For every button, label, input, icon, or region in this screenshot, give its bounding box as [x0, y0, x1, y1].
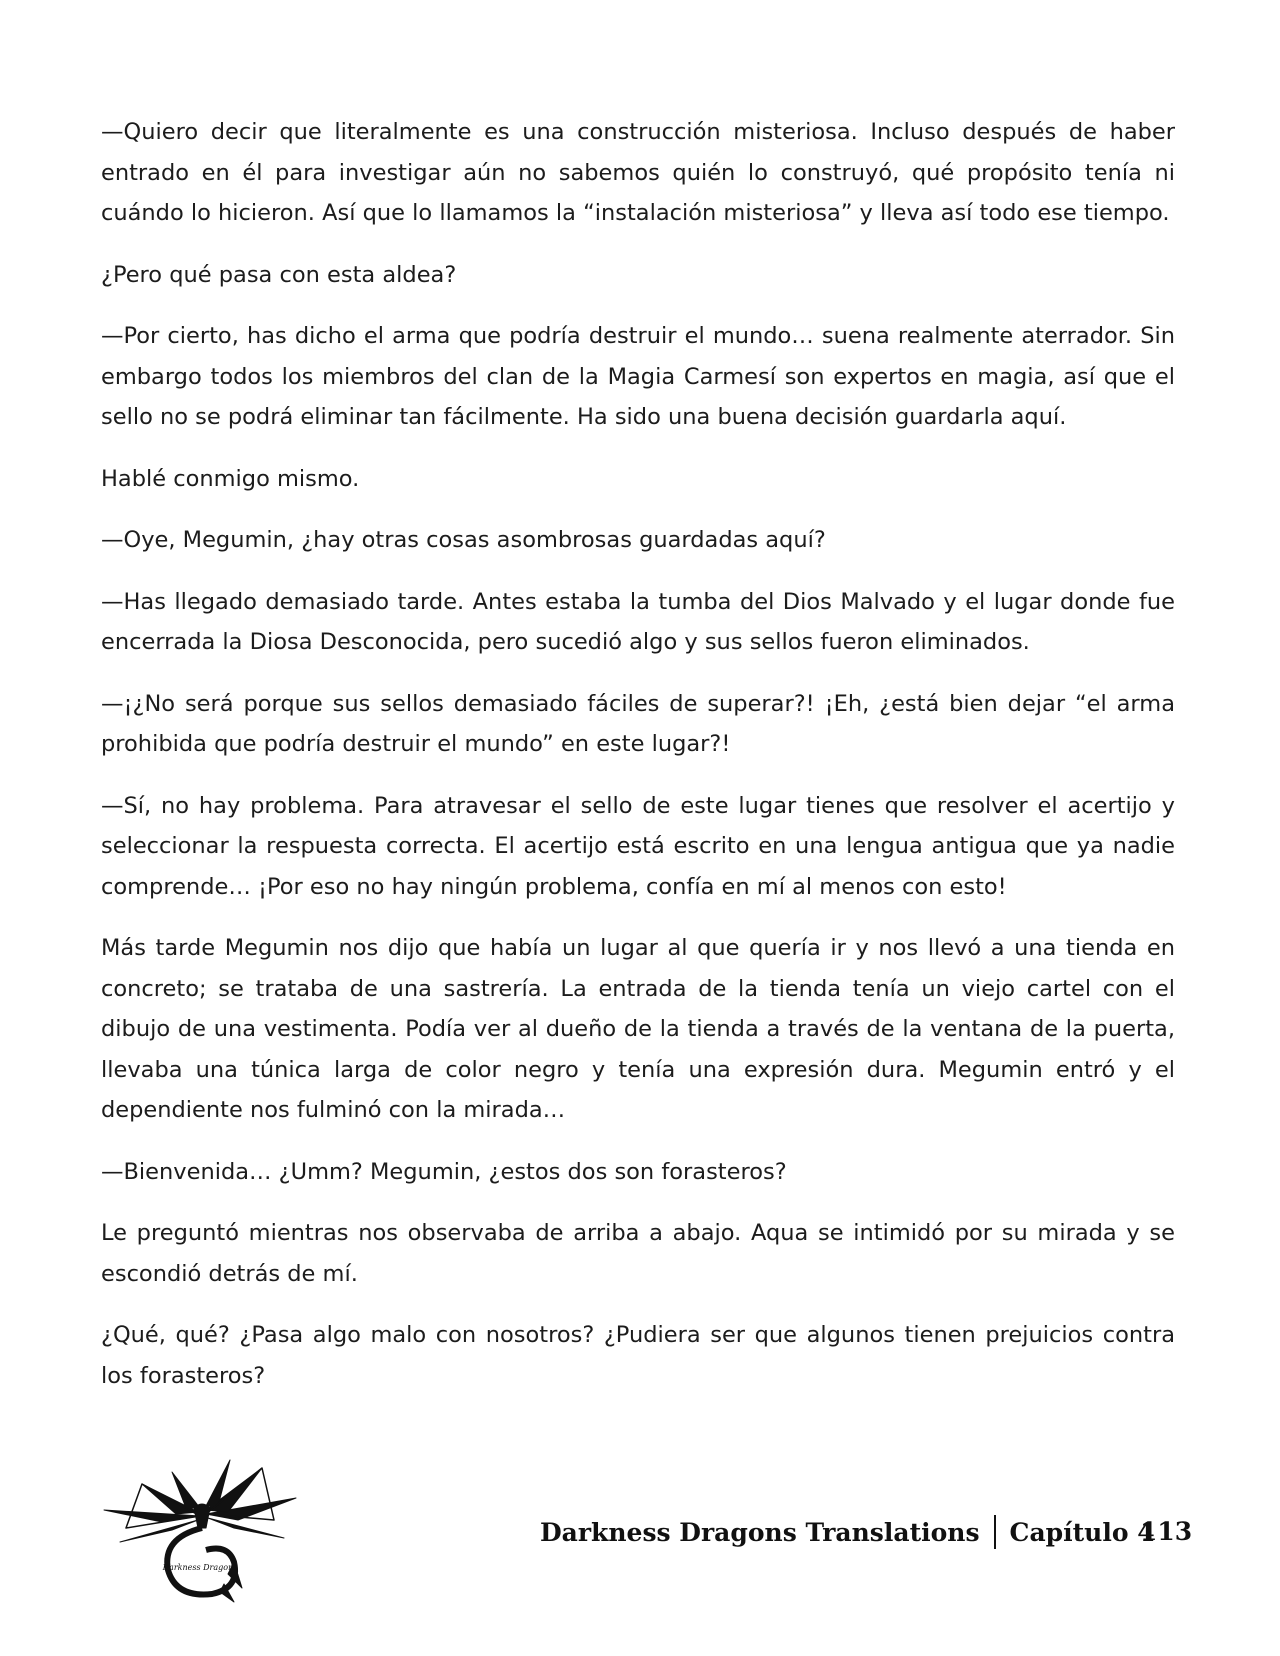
page-number: 113: [1140, 1517, 1193, 1546]
chapter-label: Capítulo 4: [1009, 1517, 1155, 1547]
paragraph: —Has llegado demasiado tarde. Antes estaba la tumba del Dios Malvado y el lugar donde fue encerrada la Diosa Desconocida, pero sucedió algo y sus sellos fueron eliminados.: [101, 588, 1175, 655]
paragraph: Le preguntó mientras nos observaba de arriba a abajo. Aqua se intimidó por su mirada y se escondió detrás de mí.: [101, 1220, 1175, 1287]
footer-separator: [994, 1515, 996, 1549]
paragraph: —Oye, Megumin, ¿hay otras cosas asombrosas guardadas aquí?: [101, 527, 826, 553]
paragraph: —Por cierto, has dicho el arma que podría destruir el mundo… suena realmente aterrador. Sin embargo todos los miembros del clan de la Magia Carmesí son expertos en magia, así que el sello no se podrá eliminar tan fácilmente. Ha sido una buena decisión guardarla aquí.: [101, 323, 1175, 430]
paragraph: —Bienvenida… ¿Umm? Megumin, ¿estos dos son forasteros?: [101, 1158, 787, 1185]
paragraph: Más tarde Megumin nos dijo que había un lugar al que quería ir y nos llevó a una tienda en concreto; se trataba de una sastrería. La entrada de la tienda tenía un viejo cartel con el dibujo de una vestimenta. Podía ver al dueño de la tienda a través de la ventana de la puerta, llevaba una túnica larga de color negro y tenía una expresión dura. Megumin entró y el dependiente nos fulminó con la mirada…: [101, 935, 1175, 1123]
paragraph: —¡¿No será porque sus sellos demasiado fáciles de superar?! ¡Eh, ¿está bien dejar “el arma prohibida que podría destruir el mundo” en este lugar?!: [101, 690, 1175, 757]
paragraph: —Quiero decir que literalmente es una construcción misteriosa. Incluso después de haber entrado en él para investigar aún no sabemos quién lo construyó, qué propósito tenía ni cuándo lo hicieron. Así que lo llamamos la “instalación misteriosa” y lleva así todo ese tiempo.: [101, 119, 1175, 226]
page-footer: [0, 1440, 1280, 1610]
footer-credit: [540, 1512, 1155, 1552]
logo-text: Darkness Dragons: [162, 1563, 238, 1572]
paragraph: Hablé conmigo mismo.: [101, 465, 360, 492]
paragraph: —Sí, no hay problema. Para atravesar el sello de este lugar tienes que resolver el acertijo y seleccionar la respuesta correcta. El acertijo está escrito en una lengua antigua que ya nadie comprende… ¡Por eso no hay ningún problema, confía en mí al menos con esto!: [101, 792, 1175, 900]
paragraph: ¿Pero qué pasa con esta aldea?: [101, 261, 457, 288]
group-name: Darkness Dragons Translations: [540, 1517, 980, 1547]
dragon-logo-icon: [102, 1458, 298, 1604]
paragraph: ¿Qué, qué? ¿Pasa algo malo con nosotros? ¿Pudiera ser que algunos tienen prejuicios contra los forasteros?: [101, 1322, 1175, 1389]
page-body: [101, 112, 1175, 1417]
